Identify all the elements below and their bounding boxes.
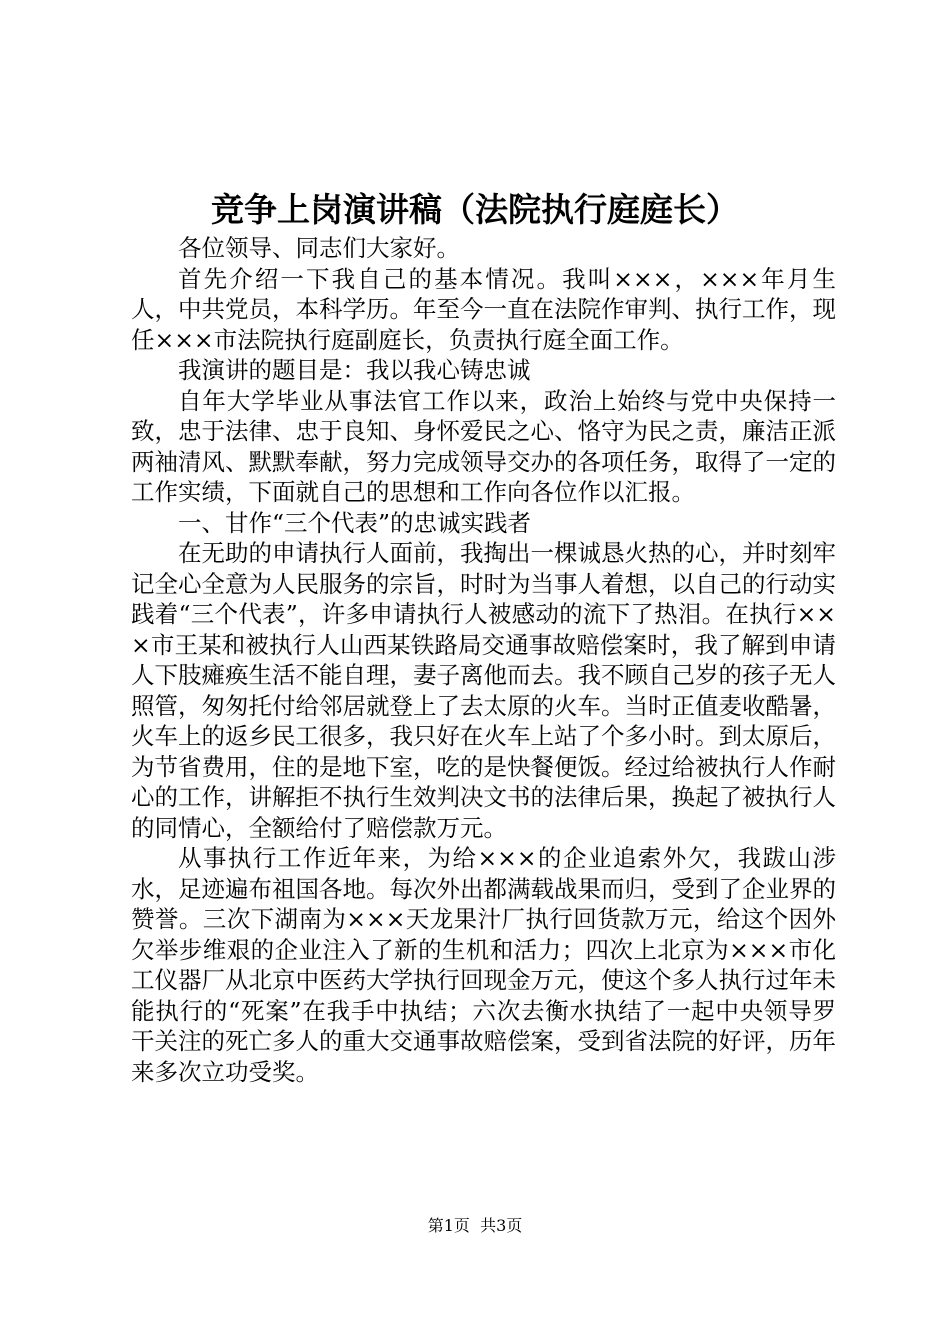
paragraph-case-example: 在无助的申请执行人面前，我掏出一棵诚恳火热的心，并时刻牢记全心全意为人民服务的宗旨，时时为当事人着想，以自己的行动实践着“三个代表”，许多申请执行人被感动的流下了热泪。在执行×××市王某和被执行人山西某铁路局交通事故赔偿案时，我了解到申请人下肢瘫痪生活不能自理，妻子离他而去。我不顾自己岁的孩子无人照管，匆匆托付给邻居就登上了去太原的火车。当时正值麦收酷暑，火车上的返乡民工很多，我只好在火车上站了个多小时。到太原后，为节省费用，住的是地下室，吃的是快餐便饭。经过给被执行人作耐心的工作，讲解拒不执行生效判决文书的法律后果，换起了被执行人的同情心，全额给付了赔偿款万元。 — [131, 539, 836, 842]
paragraph-speech-topic: 我演讲的题目是：我以我心铸忠诚 — [178, 356, 531, 384]
document-body — [131, 233, 836, 1087]
paragraph-enforcement-record: 从事执行工作近年来，为给×××的企业追索外欠，我跋山涉水，足迹遍布祖国各地。每次外出都满载战果而归，受到了企业界的赞誉。三次下湖南为×××天龙果汁厂执行回货款万元，给这个因外欠举步维艰的企业注入了新的生机和活力；四次上北京为×××市化工仪器厂从北京中医药大学执行回现金万元，使这个多人执行过年未能执行的“死案”在我手中执结；六次去衡水执结了一起中央领导罗干关注的死亡多人的重大交通事故赔偿案，受到省法院的好评，历年来多次立功受奖。 — [131, 844, 836, 1086]
section-heading-one: 一、甘作“三个代表”的忠诚实践者 — [178, 508, 532, 537]
page-number-footer: 第1页 共3页 — [427, 1216, 523, 1235]
paragraph-introduction: 首先介绍一下我自己的基本情况。我叫×××，×××年月生人，中共党员，本科学历。年至今一直在法院作审判、执行工作，现任×××市法院执行庭副庭长，负责执行庭全面工作。 — [131, 264, 836, 354]
document-title: 竞争上岗演讲稿（法院执行庭庭长） — [211, 190, 739, 229]
paragraph-career-summary: 自年大学毕业从事法官工作以来，政治上始终与党中央保持一致，忠于法律、忠于良知、身怀爱民之心、恪守为民之责，廉洁正派两袖清风、默默奉献，努力完成领导交办的各项任务，取得了一定的工作实绩，下面就自己的思想和工作向各位作以汇报。 — [131, 386, 836, 506]
paragraph-greeting: 各位领导、同志们大家好。 — [178, 234, 460, 262]
